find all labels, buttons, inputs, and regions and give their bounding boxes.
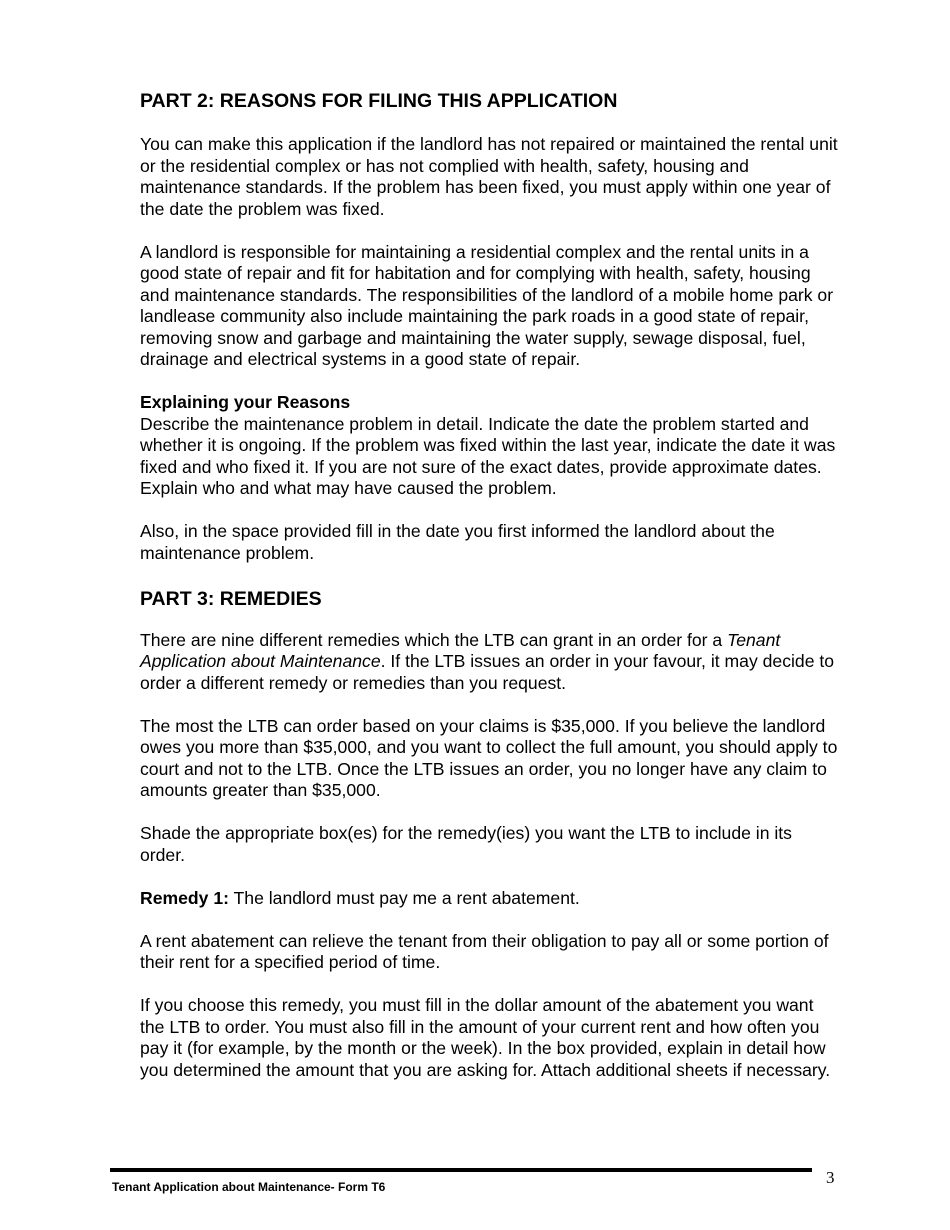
- part2-paragraph-2: A landlord is responsible for maintaining a residential complex and the rental units in a good state of repair and fit for habitation and for complying with health, safety, housing and maintenance standards. The responsibilities of the landlord of a mobile home park or landlease community also include maintaining the park roads in a good state of repair, removing snow and garbage and maintaining the water supply, sewage disposal, fuel, drainage and electrical systems in a good state of repair.: [140, 241, 834, 369]
- remedy-1-line: [140, 888, 840, 910]
- remedy-1-text: The landlord must pay me a rent abatement.: [228, 887, 580, 908]
- part3-paragraph-4: A rent abatement can relieve the tenant from their obligation to pay all or some portion of their rent for a specified period of time.: [140, 930, 829, 972]
- part3-paragraph-3: Shade the appropriate box(es) for the remedy(ies) you want the LTB to include in its order.: [140, 823, 792, 865]
- part3-paragraph-1: [140, 630, 840, 695]
- part2-heading: PART 2: REASONS FOR FILING THIS APPLICATION: [140, 90, 618, 112]
- part3-paragraph-1-end: . If the LTB issues an order in your favour, it may decide to order a different remedy or remedies than you request.: [140, 651, 835, 693]
- footer-form-title: Tenant Application about Maintenance- Form T6: [112, 1180, 386, 1194]
- explaining-reasons-subheading: Explaining your Reasons: [140, 392, 351, 412]
- part2-paragraph-3: Describe the maintenance problem in detail. Indicate the date the problem started and whether it is ongoing. If the problem was fixed within the last year, indicate the date it was fixed and who fixed it. If you are not sure of the exact dates, provide approximate dates. Explain who and what may have caused the problem.: [140, 413, 836, 498]
- part3-heading: PART 3: REMEDIES: [140, 587, 322, 610]
- part3-paragraph-1-start: There are nine different remedies which the LTB can grant in an order for a: [140, 629, 728, 650]
- form-name-italic: Tenant Application about Maintenance: [140, 629, 781, 671]
- part3-paragraph-2: The most the LTB can order based on your claims is $35,000. If you believe the landlord owes you more than $35,000, and you want to collect the full amount, you should apply to court and not to the LTB. Once the LTB issues an order, you no longer have any claim to amounts greater than $35,000.: [140, 715, 838, 800]
- part2-paragraph-4: Also, in the space provided fill in the date you first informed the landlord about the maintenance problem.: [140, 521, 775, 563]
- part3-paragraph-5: If you choose this remedy, you must fill in the dollar amount of the abatement you want the LTB to order. You must also fill in the amount of your current rent and how often you pay it (for example, by the month or the week). In the box provided, explain in detail how you determined the amount that you are asking for. Attach additional sheets if necessary.: [140, 995, 831, 1080]
- document-body: [140, 88, 840, 1081]
- part2-paragraph-1: You can make this application if the landlord has not repaired or maintained the rental unit or the residential complex or has not complied with health, safety, housing and maintenance standards. If the problem has been fixed, you must apply within one year of the date the problem was fixed.: [140, 134, 838, 219]
- page-number: 3: [826, 1168, 835, 1187]
- footer-divider: [110, 1168, 812, 1172]
- remedy-1-label: Remedy 1:: [140, 887, 229, 908]
